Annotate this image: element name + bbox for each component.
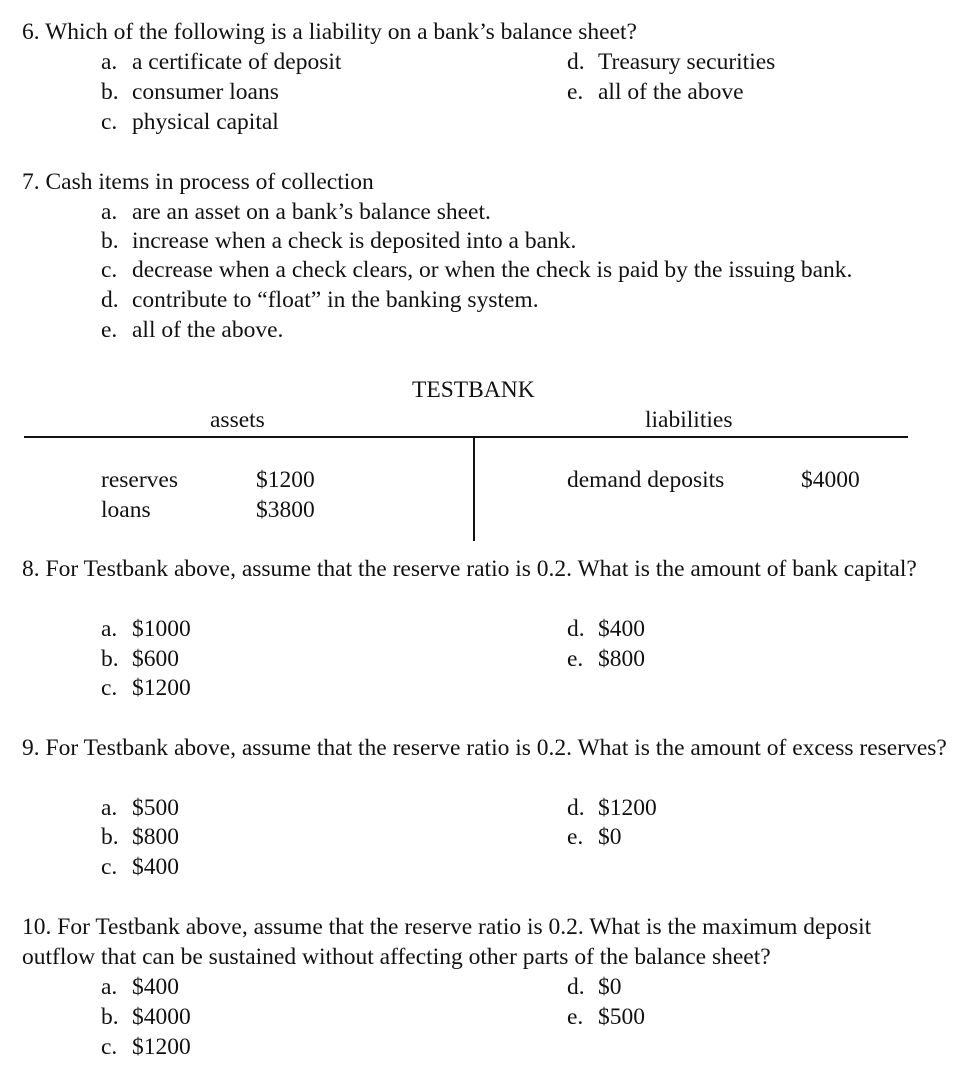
asset-value-reserves: $1200: [256, 467, 315, 493]
option-9e: e. $0: [567, 824, 622, 850]
option-6a: a. a certificate of deposit: [101, 49, 342, 75]
option-9a: a. $500: [101, 795, 179, 821]
option-7e: e. all of the above.: [101, 317, 284, 343]
question-9-stem: 9. For Testbank above, assume that the reserve ratio is 0.2. What is the amount of excess reserves?: [22, 735, 947, 761]
question-10-stem: 10. For Testbank above, assume that the reserve ratio is 0.2. What is the maximum deposit outflow that can be sustained without affecting other parts of the balance sheet?: [22, 914, 872, 970]
option-6e: e. all of the above: [567, 79, 744, 105]
option-6d: d. Treasury securities: [567, 49, 776, 75]
option-8d: d. $400: [567, 616, 645, 642]
question-6-stem: 6. Which of the following is a liability on a bank’s balance sheet?: [22, 19, 637, 45]
option-10a: a. $400: [101, 974, 179, 1000]
option-9b: b. $800: [101, 824, 179, 850]
liability-label-demand-deposits: demand deposits: [567, 467, 725, 493]
asset-label-reserves: reserves: [101, 467, 178, 493]
option-7b: b. increase when a check is deposited into a bank.: [101, 228, 577, 254]
option-6c: c. physical capital: [101, 109, 279, 135]
option-9c: c. $400: [101, 854, 179, 880]
asset-label-loans: loans: [101, 497, 151, 523]
option-10e: e. $500: [567, 1004, 645, 1030]
t-account-horizontal-rule: [24, 436, 908, 438]
option-8b: b. $600: [101, 646, 179, 672]
question-7-stem: 7. Cash items in process of collection: [22, 169, 374, 195]
assets-header: assets: [210, 407, 265, 433]
option-10d: d. $0: [567, 974, 622, 1000]
option-7d: d. contribute to “float” in the banking system.: [101, 287, 539, 313]
option-8c: c. $1200: [101, 675, 191, 701]
question-8-stem: 8. For Testbank above, assume that the reserve ratio is 0.2. What is the amount of bank capital?: [22, 556, 917, 582]
option-8a: a. $1000: [101, 616, 191, 642]
asset-value-loans: $3800: [256, 497, 315, 523]
liabilities-header: liabilities: [645, 407, 733, 433]
option-7c: c. decrease when a check clears, or when the check is paid by the issuing bank.: [101, 257, 853, 283]
option-10b: b. $4000: [101, 1004, 191, 1030]
option-10c: c. $1200: [101, 1034, 191, 1060]
option-7a: a. are an asset on a bank’s balance sheet.: [101, 199, 491, 225]
option-6b: b. consumer loans: [101, 79, 279, 105]
balance-sheet-title: TESTBANK: [412, 377, 535, 403]
option-9d: d. $1200: [567, 795, 657, 821]
liability-value-demand-deposits: $4000: [801, 467, 860, 493]
option-8e: e. $800: [567, 646, 645, 672]
t-account-vertical-rule: [473, 437, 475, 541]
